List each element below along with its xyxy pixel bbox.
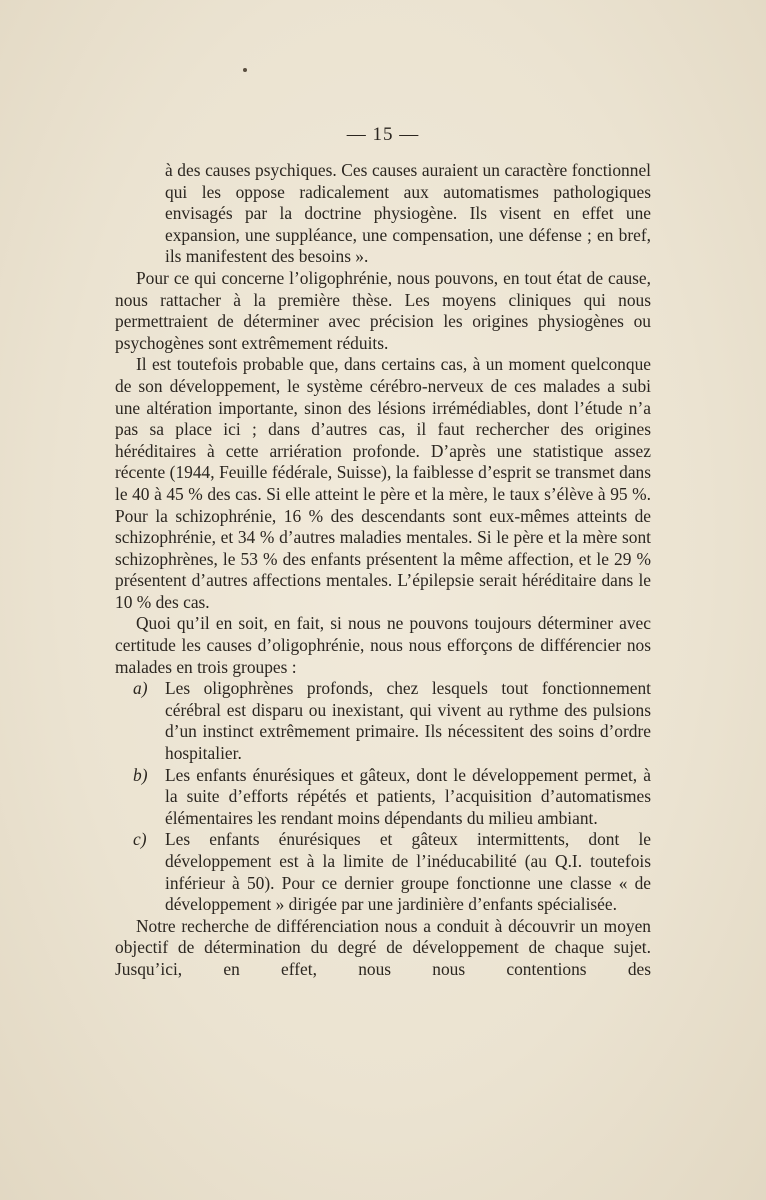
closing-paragraph: Notre recherche de différenciation nous a conduit à découvrir un moyen objectif de détermination du degré de développement de chaque sujet. Jusqu’ici, en effet, nous nous contentions des [115,915,651,979]
list-item-text: Les oligophrènes profonds, chez lesquels tout fonctionnement cérébral est disparu ou inexistant, qui vivent au rythme des pulsions d’un instinct extrêmement primaire. Ils nécessitent des soins d’ordre hospitalier. [165,678,651,764]
list-item-b [115,765,651,830]
list-item-c [115,829,651,915]
list-marker: c) [133,829,147,850]
list-item-text: Les enfants énurésiques et gâteux intermittents, dont le développement est à la limite de l’inéducabilité (au Q.I. toutefois inférieur à 50). Pour ce dernier groupe fonctionne une classe « de développement » dirigée par une jardinière d’enfants spécialisée. [165,829,651,915]
ink-speck [243,68,247,72]
list-item-text: Les enfants énurésiques et gâteux, dont le développement permet, à la suite d’efforts répétés et patients, l’acquisition d’automatismes élémentaires les rendant moins dépendants du milieu ambiant. [165,764,651,828]
paragraph-oligophrenie: Pour ce qui concerne l’oligophrénie, nous pouvons, en tout état de cause, nous rattacher à la première thèse. Les moyens cliniques qui nous permettraient de déterminer avec précision les origines physiogènes ou psychogènes sont extrêmement réduits. [115,267,651,353]
page-number: — 15 — [346,124,420,145]
paragraph-heredite: Il est toutefois probable que, dans certains cas, à un moment quelconque de son développement, le système cérébro-nerveux de ces malades a subi une altération importante, sinon des lésions irrémédiables, dont l’étude n’a pas sa place ici ; dans d’autres cas, il faut rechercher des origines héréditaires à cette arriération profonde. D’après une statistique assez récente (1944, Feuille fédérale, Suisse), la faiblesse d’esprit se transmet dans le 40 à 45 % des cas. Si elle atteint le père et la mère, le taux s’élève à 95 %. Pour la schizophrénie, 16 % des descendants sont eux-mêmes atteints de schizophrénie, et 34 % d’autres maladies mentales. Si le père et la mère sont schizophrènes, le 53 % des enfants présentent la même affection, et le 29 % présentent d’autres affections mentales. L’épilepsie serait héréditaire dans le 10 % des cas. [115,354,651,612]
list-marker: b) [133,764,148,785]
list-item-a [115,678,651,764]
body-text [115,160,651,981]
paragraph-groupes: Quoi qu’il en soit, en fait, si nous ne pouvons toujours déterminer avec certitude les causes d’oligophrénie, nous nous efforçons de différencier nos malades en trois groupes : [115,613,651,677]
list-marker: a) [133,678,148,699]
continuation-paragraph: à des causes psychiques. Ces causes auraient un caractère fonctionnel qui les oppose radicalement aux automatismes pathologiques envisagés par la doctrine physiogène. Ils visent en effet une expansion, une suppléance, une compensation, une défense ; en bref, ils manifestent des besoins ». [165,160,651,267]
